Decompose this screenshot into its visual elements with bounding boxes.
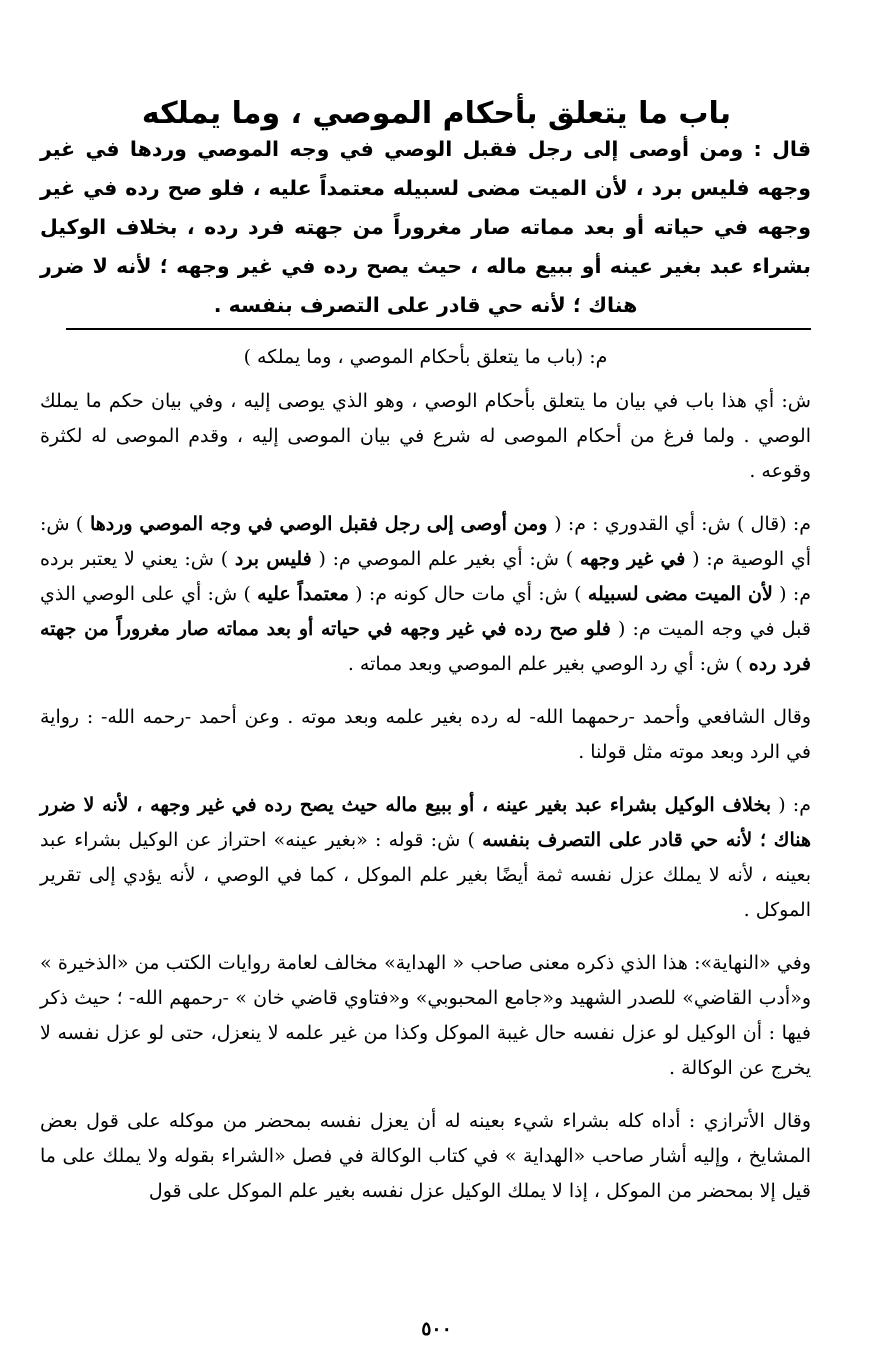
separator-line [66,328,811,330]
commentary-paragraph-6: وقال الأترازي : أداه كله بشراء شيء بعينه له أن يعزل نفسه بمحضر من موكله على قول بعض المشايخ ، وإليه أشار صاحب «الهداية » في كتاب الوكالة في فصل «الشراء بقوله ولا يملك على ما قيل إلا بمحضر من الموكل ، إذا لا يملك الوكيل عزل نفسه بغير علم الموكل على قول [40,1110,811,1202]
p4-a: م: ( [771,794,811,816]
p2-h: لأن الميت مضى لسبيله [587,583,773,605]
p2-j: معتمداً عليه [257,583,349,605]
p2-d: في غير وجهه [579,548,686,570]
page-number: ٥٠٠ [421,1318,452,1340]
commentary-paragraph-3: وقال الشافعي وأحمد -رحمهما الله- له رده بغير علمه وبعد موته . وعن أحمد -رحمه الله- : رواية في الرد وبعد موته مثل قولنا . [40,706,811,763]
commentary-paragraph-5: وفي «النهاية»: هذا الذي ذكره معنى صاحب « الهداية» مخالف لعامة روايات الكتب من «الذخيرة » و«أدب القاضي» للصدر الشهيد و«جامع المحبوبي» و«فتاوي قاضي خان » -رحمهم الله- ؛ حيث ذكر فيها : أن الوكيل لو عزل نفسه حال غيبة الموكل وكذا من غير علمه لا ينعزل، حتى لو عزل نفسه لا يخرج عن الوكالة . [40,952,811,1079]
p2-m: ) ش: أي رد الوصي بغير علم الموصي وبعد مماته . [347,653,749,675]
p2-k: ) ش: أي على الوصي الذي قبل في وجه الميت م: ( [40,583,811,640]
p4-b: بخلاف الوكيل بشراء عبد بغير عينه ، أو ببيع ماله حيث يصح رده في غير وجهه ، لأنه لا ضرر هناك ؛ لأنه حي قادر على التصرف بنفسه [40,794,811,851]
p2-f: فليس برد [234,548,312,570]
commentary-heading: م: (باب ما يتعلق بأحكام الموصي ، وما يملكه ) [243,346,608,368]
p2-a: م: (قال ) ش: أي القدوري : م: ( [554,513,811,535]
p4-c: ) ش: قوله : «بغير عينه» احتراز عن الوكيل بشراء عبد بعينه ، لأنه لا يملك عزل نفسه ثمة أيضًا بغير علم الموكل ، كما في الوصي ، لأنه يؤدي إلى تقرير الموكل . [40,829,811,921]
p2-b: ومن أوصى إلى رجل فقبل الوصي في وجه الموصي وردها [83,513,555,535]
commentary [40,384,811,1227]
commentary-paragraph-2 [40,507,811,682]
commentary-paragraph-4 [40,788,811,928]
p2-i: ) ش: أي مات حال كونه م: ( [348,583,588,605]
main-text: قال : ومن أوصى إلى رجل فقبل الوصي في وجه الموصي وردها في غير وجهه فليس برد ، لأن الميت مضى لسبيله معتمداً عليه ، فلو صح رده في غير وجهه في حياته أو بعد مماته صار مغروراً من جهته فرد رده ، بخلاف الوكيل بشراء عبد بغير عينه أو ببيع ماله ، حيث يصح رده في غير وجهه ؛ لأنه لا ضرر هناك ؛ لأنه حي قادر على التصرف بنفسه . [40,137,811,317]
p2-c: ) ش: أي الوصية م: ( [40,513,811,570]
p2-g: ) ش: يعني لا يعتبر برده م: ( [40,548,811,605]
p2-e: ) ش: أي بغير علم الموصي م: ( [311,548,580,570]
commentary-paragraph-1: ش: أي هذا باب في بيان ما يتعلق بأحكام الوصي ، وهو الذي يوصى إليه ، وفي بيان حكم ما يملك الوصي . ولما فرغ من أحكام الموصى له شرع في بيان الموصى إليه ، وقدم الموصى له لكثرة وقوعه . [40,390,811,482]
p2-l: فلو صح رده في غير وجهه في حياته أو بعد مماته صار مغروراً من جهته فرد رده [40,618,811,675]
chapter-title: باب ما يتعلق بأحكام الموصي ، وما يملكه [141,96,732,132]
